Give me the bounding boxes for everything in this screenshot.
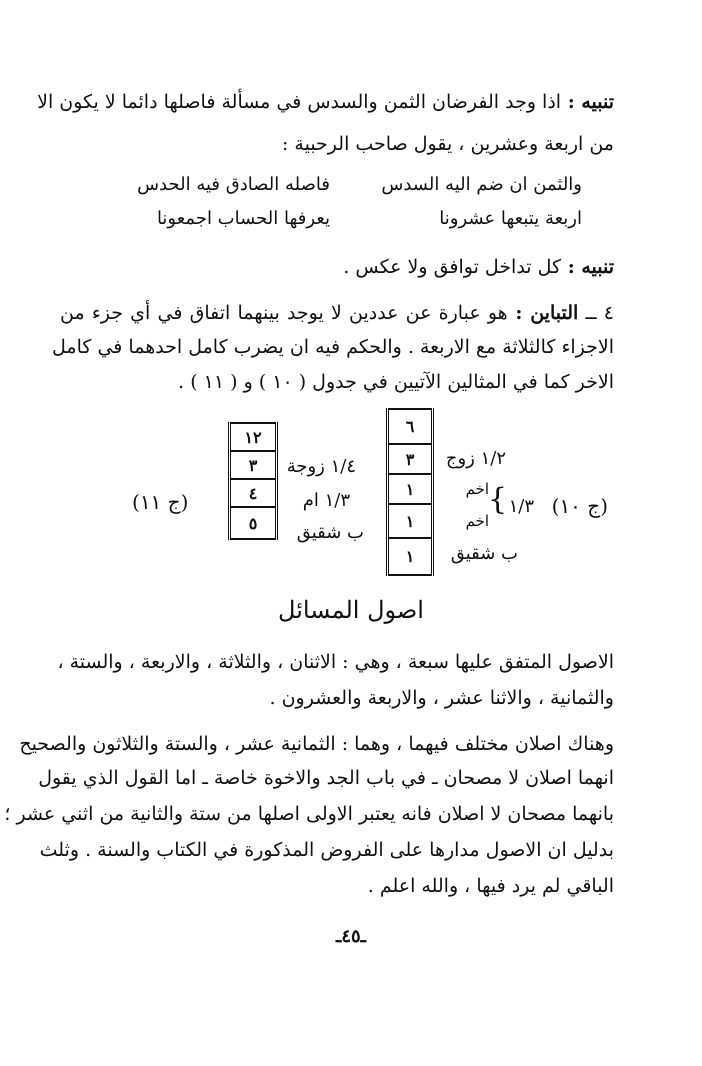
text-span: هو عبارة عن عددين لا يوجد بينهما اتفاق في أي جزء من xyxy=(60,302,508,324)
table-caption: (ج ١١) xyxy=(132,490,189,514)
table-cell: ٦ xyxy=(389,408,431,445)
section-number: ٤ ــ xyxy=(578,302,614,324)
heir-label: ١/٢ زوج xyxy=(445,448,506,469)
verse-hemistich: اربعة يتبعها عشرونا xyxy=(439,208,582,229)
table-cell: ١ xyxy=(389,539,431,576)
table-cell: ١ xyxy=(389,475,431,505)
text-line: وهناك اصلان مختلف فيهما ، وهما : الثمانية عشر ، والستة والثلاثون والصحيح xyxy=(19,733,614,755)
verse-hemistich: فاصله الصادق فيه الحدس xyxy=(137,174,330,195)
text-line: الاخر كما في المثالين الآتيين في جدول ( ١٠ ) و ( ١١ ) . xyxy=(178,371,614,393)
table-cell: ١٢ xyxy=(231,422,275,452)
text-line xyxy=(60,299,614,327)
heir-label: ب شقيق xyxy=(296,522,364,543)
section-heading: التباين : xyxy=(507,302,579,324)
table-caption: (ج ١٠) xyxy=(551,494,608,518)
text-span: اذا وجد الفرضان الثمن والسدس في مسألة فاصلها دائما لا يكون الا xyxy=(37,91,562,113)
table-cell: ٥ xyxy=(231,508,275,540)
text-line: بدليل ان الاصول مدارها على الفروض المذكورة في الكتاب والسنة . وثلث xyxy=(39,839,614,861)
heir-label: ب شقيق xyxy=(450,543,518,564)
section-title: اصول المسائل xyxy=(278,596,424,624)
text-line: الباقي لم يرد فيها ، والله اعلم . xyxy=(367,875,614,897)
fraction-label: ١/٣ xyxy=(508,496,534,517)
page-number: ـ٤٥ـ xyxy=(336,926,366,947)
heir-label: اخم xyxy=(465,512,489,530)
table-cell: ١ xyxy=(389,505,431,539)
heir-label: اخم xyxy=(465,480,489,498)
text-line xyxy=(37,88,614,116)
heir-label: ١/٤ زوجة xyxy=(286,456,356,477)
text-line: انهما اصلان لا مصحان ـ في باب الجد والاخوة خاصة ـ اما القول الذي يقول xyxy=(38,767,614,789)
verse-hemistich: يعرفها الحساب اجمعونا xyxy=(156,208,330,229)
text-line: الاصول المتفق عليها سبعة ، وهي : الاثنان ، والثلاثة ، والاربعة ، والستة ، xyxy=(57,651,614,673)
verse-hemistich: والثمن ان ضم اليه السدس xyxy=(381,174,582,195)
table-j11 xyxy=(228,422,278,540)
heir-label: ١/٣ ام xyxy=(302,490,350,511)
table-j10 xyxy=(386,408,434,576)
brace-icon: { xyxy=(488,482,508,517)
note-heading: تنبيه : xyxy=(561,256,614,278)
text-line: من اربعة وعشرين ، يقول صاحب الرحبية : xyxy=(281,133,614,155)
note-heading: تنبيه : xyxy=(561,91,614,113)
text-line: والثمانية ، والاثنا عشر ، والاربعة والعشرون . xyxy=(269,687,614,709)
text-line: بانهما مصحان لا اصلان فانه يعتبر الاولى اصلها من ستة والثانية من اثني عشر ؛ xyxy=(4,803,614,825)
table-cell: ٣ xyxy=(231,452,275,480)
table-cell: ٤ xyxy=(231,480,275,508)
text-line: الاجزاء كالثلاثة مع الاربعة . والحكم فيه ان يضرب كامل احدهما في كامل xyxy=(52,336,614,358)
text-span: كل تداخل توافق ولا عكس . xyxy=(343,256,562,278)
table-cell: ٣ xyxy=(389,445,431,475)
text-line xyxy=(343,253,614,281)
